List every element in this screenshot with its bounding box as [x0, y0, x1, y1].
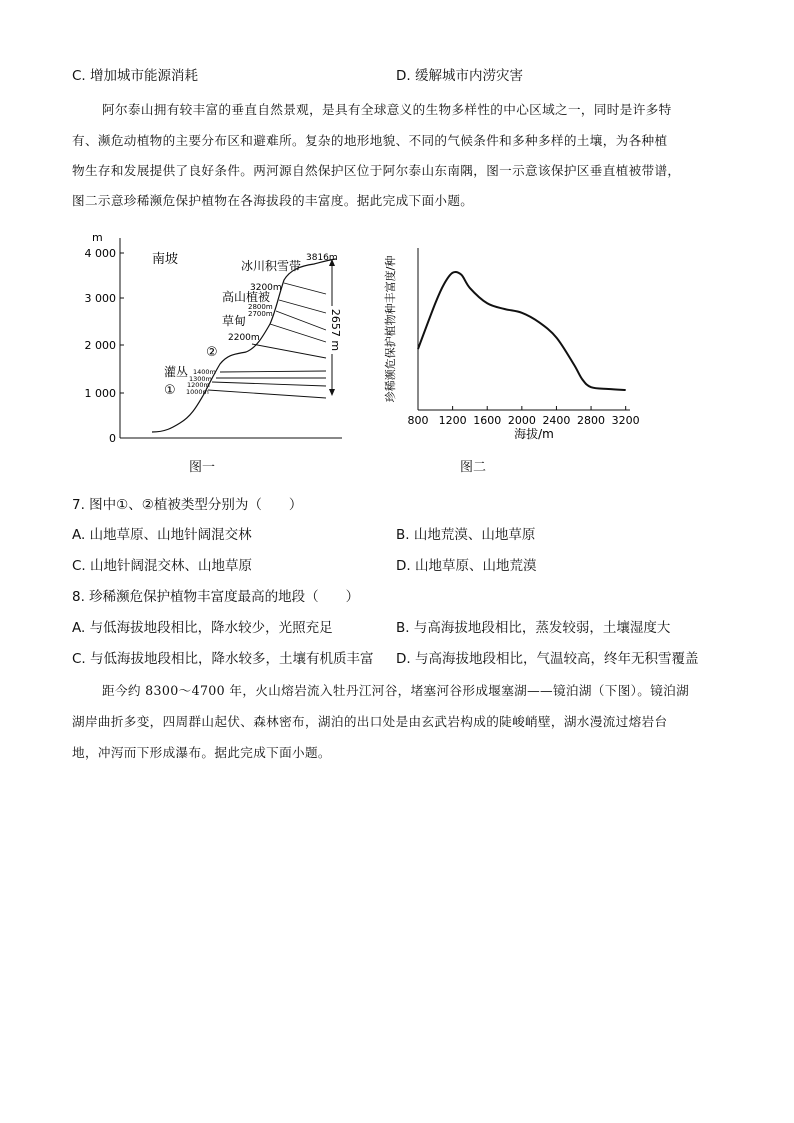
fig2-xtick-label: 1600 [473, 414, 502, 427]
figure1-caption: 图一 [189, 460, 216, 475]
fig1-circle2: ② [206, 345, 218, 360]
fig1-meadow-label: 草甸 [222, 314, 247, 328]
fig1-ytick: 3 000 [84, 292, 116, 305]
q8-option-a: A. 与低海拔地段相比，降水较少，光照充足 [72, 620, 333, 636]
passage2-line2: 湖岸曲折多变，四周群山起伏、森林密布，湖泊的出口处是由玄武岩构成的陡峻峭壁，湖水漫流过熔岩台 [72, 714, 668, 729]
fig1-ytick: 1 000 [84, 387, 116, 400]
fig1-ytick: 4 000 [84, 247, 116, 260]
fig1-3200-label: 3200m [250, 283, 282, 293]
fig1-1300-label: 1300m [189, 375, 212, 383]
passage2-line3: 地，冲泻而下形成瀑布。据此完成下面小题。 [72, 745, 331, 760]
fig1-ytick: 2 000 [84, 339, 116, 352]
figure1-diagram [80, 228, 360, 450]
fig1-span-label: 2657 m [329, 308, 342, 352]
option-c-prev: C. 增加城市能源消耗 [72, 68, 199, 84]
passage1-line4: 图二示意珍稀濒危保护植物在各海拔段的丰富度。据此完成下面小题。 [72, 193, 474, 208]
q8-stem: 8. 珍稀濒危保护植物丰富度最高的地段（ ） [72, 589, 360, 605]
fig2-xtick-label: 2800 [577, 414, 606, 427]
option-d-prev: D. 缓解城市内涝灾害 [396, 68, 523, 84]
figure2-chart [378, 240, 648, 445]
fig1-1200-label: 1200m [187, 381, 210, 389]
figure2-caption: 图二 [460, 460, 487, 475]
fig1-ytick: 0 [109, 432, 116, 445]
fig1-circle1: ① [164, 383, 176, 398]
fig2-xtick-label: 800 [407, 414, 429, 427]
fig1-shrub-label: 灌丛 [164, 365, 189, 379]
fig1-glacier-label: 冰川积雪带 [241, 259, 302, 273]
q7-stem: 7. 图中①、②植被类型分别为（ ） [72, 497, 303, 513]
fig1-2800-label: 2800m [248, 303, 273, 311]
q7-option-d: D. 山地草原、山地荒漠 [396, 558, 537, 574]
fig1-top-label: 3816m [306, 253, 338, 263]
fig1-2700-label: 2700m [248, 310, 273, 318]
q7-option-c: C. 山地针阔混交林、山地草原 [72, 558, 253, 574]
fig2-xtick-label: 2400 [542, 414, 571, 427]
passage1-line3: 物生存和发展提供了良好条件。两河源自然保护区位于阿尔泰山东南隅，图一示意该保护区垂直植被带谱， [72, 163, 681, 178]
richness-series-line [418, 272, 626, 390]
passage2-line1: 距今约 8300～4700 年，火山熔岩流入牡丹江河谷，堵塞河谷形成堰塞湖——镜泊湖（下图）。镜泊湖 [102, 683, 690, 698]
mountain-profile [152, 259, 336, 432]
fig2-xtick-label: 2000 [507, 414, 536, 427]
fig2-xlabel: 海拔/m [514, 427, 554, 441]
fig1-alpine-label: 高山植被 [222, 290, 271, 304]
fig2-xtick-label: 3200 [611, 414, 640, 427]
q8-option-c: C. 与低海拔地段相比，降水较多，土壤有机质丰富 [72, 651, 374, 667]
fig2-ylabel: 珍稀濒危保护植物种丰富度/种 [384, 255, 397, 403]
fig1-axis-unit: m [92, 231, 103, 244]
fig1-1000-label: 1000m [186, 388, 209, 396]
passage1-line2: 有、濒危动植物的主要分布区和避难所。复杂的地形地貌、不同的气候条件和多种多样的土壤，为各种植 [72, 133, 668, 148]
fig1-1400-label: 1400m [193, 368, 216, 376]
passage1-line1: 阿尔泰山拥有较丰富的垂直自然景观，是具有全球意义的生物多样性的中心区域之一，同时是许多特 [102, 102, 672, 117]
fig2-xtick-label: 1200 [438, 414, 467, 427]
q7-option-a: A. 山地草原、山地针阔混交林 [72, 527, 252, 543]
fig1-slope-label: 南坡 [152, 252, 179, 267]
q7-option-b: B. 山地荒漠、山地草原 [396, 527, 536, 543]
fig1-2200-label: 2200m [228, 333, 260, 343]
q8-option-d: D. 与高海拔地段相比，气温较高，终年无积雪覆盖 [396, 651, 699, 667]
q8-option-b: B. 与高海拔地段相比，蒸发较弱，土壤湿度大 [396, 620, 671, 636]
